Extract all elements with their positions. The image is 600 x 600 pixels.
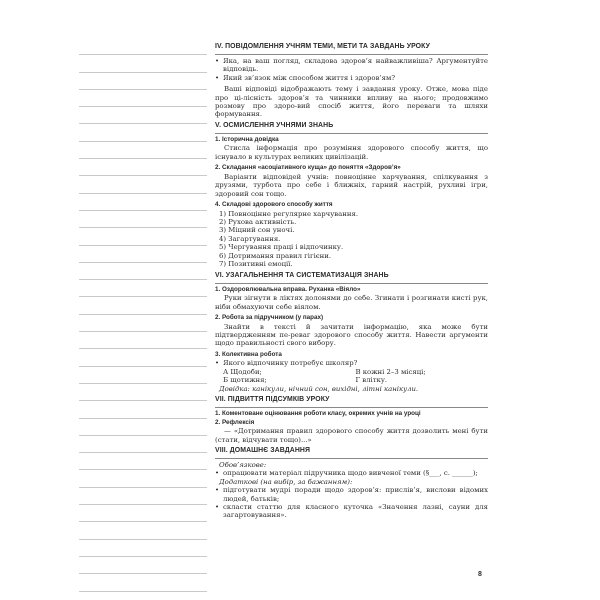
subheading: 2. Складання «асоціативного куща» до поняття «Здоров’я» bbox=[215, 164, 401, 172]
list-item: • опрацювати матеріал підручника щодо вивченої теми (§___, с. ______); bbox=[215, 469, 488, 477]
note-line bbox=[79, 384, 207, 401]
note-line bbox=[79, 38, 207, 55]
list-item: • Яка, на ваш погляд, складова здоров’я найважливіша? Аргументуйте відповідь. bbox=[215, 57, 488, 74]
note-line bbox=[79, 73, 207, 90]
list-item: 1) Повноцінне регулярне харчування. bbox=[219, 209, 359, 218]
note-line bbox=[79, 470, 207, 487]
note-line bbox=[79, 557, 207, 574]
section-heading: VII. ПІДВИТТЯ ПІДСУМКІВ УРОКУ bbox=[215, 395, 330, 403]
list-item: 2) Рухова активність. bbox=[219, 218, 297, 227]
paragraph: — «Дотримання правил здорового способу життя дозволить мені бути (стати, відчувати тощо)...» bbox=[215, 427, 488, 444]
list-item: 6) Дотримання правил гігієни. bbox=[219, 251, 332, 260]
note-line bbox=[79, 246, 207, 263]
note-line bbox=[79, 90, 207, 107]
answer-option: В кожні 2–3 місяці; bbox=[355, 367, 426, 376]
note-line bbox=[79, 419, 207, 436]
answer-options-row bbox=[215, 376, 488, 384]
paragraph: Руки зігнути в ліктях долонями до себе. Згинати і розгинати кисті рук, ніби обмахуючи себе віялом. bbox=[215, 294, 488, 311]
answer-option: Б щотижня; bbox=[223, 376, 267, 385]
paragraph: Знайти в тексті й зачитати інформацію, яка може бути підтвердженням пе-реваг здорового способу життя. Навести аргументи щодо правильності свого вибору. bbox=[215, 322, 488, 348]
note-line bbox=[79, 211, 207, 228]
note-line bbox=[79, 315, 207, 332]
note-line bbox=[79, 453, 207, 470]
list-item: 3) Міцний сон уночі. bbox=[219, 226, 295, 235]
divider bbox=[215, 54, 488, 55]
note-line bbox=[79, 280, 207, 297]
note-line bbox=[79, 194, 207, 211]
paragraph: Варіанти відповідей учнів: повноцінне харчування, спілкування з друзями, турбота про себе і ближніх, гарний настрій, рухливі ігри, здоровий сон тощо. bbox=[215, 172, 488, 198]
note-line bbox=[79, 401, 207, 418]
divider bbox=[215, 458, 488, 459]
page-number: 8 bbox=[478, 571, 482, 578]
list-item: • скласти статтю для класного куточка «Значення лазні, сауни для загартовування». bbox=[215, 503, 488, 520]
section-heading: VI. УЗАГАЛЬНЕННЯ ТА СИСТЕМАТИЗАЦІЯ ЗНАНЬ bbox=[215, 271, 389, 279]
divider bbox=[215, 283, 488, 284]
list-item: • Якого відпочинку потребує школяр? bbox=[215, 359, 488, 367]
note-line bbox=[79, 349, 207, 366]
list-item: 7) Позитивні емоції. bbox=[219, 260, 293, 269]
subheading: 1. Оздоровлювальна вправа. Руханка «Віяло» bbox=[215, 285, 361, 293]
note-line bbox=[79, 55, 207, 72]
list-item: 5) Чергування праці і відпочинку. bbox=[219, 243, 344, 252]
section-heading: V. ОСМИСЛЕННЯ УЧНЯМИ ЗНАНЬ bbox=[215, 121, 334, 129]
section-heading: VIII. ДОМАШНЄ ЗАВДАННЯ bbox=[215, 446, 311, 454]
note-line bbox=[79, 297, 207, 314]
subheading: 2. Робота за підручником (у парах) bbox=[215, 313, 324, 321]
note-line bbox=[79, 574, 207, 591]
paragraph: Ваші відповіді відображають тему і завдання уроку. Отже, мова піде про ці-лісність здоров’я та чинники впливу на нього; продовжимо розмову про здоро-вий спосіб життя, його переваги та шляхи формування. bbox=[215, 85, 488, 119]
subheading: 1. Історична довідка bbox=[215, 135, 279, 143]
note-line bbox=[79, 176, 207, 193]
note-line bbox=[79, 107, 207, 124]
answer-options-row bbox=[215, 368, 488, 376]
note-line bbox=[79, 522, 207, 539]
note-line bbox=[79, 159, 207, 176]
note-line bbox=[79, 540, 207, 557]
hint-text: Довідка: канікули, нічний сон, вихідні, літні канікули. bbox=[219, 384, 419, 393]
section-heading: IV. ПОВІДОМЛЕННЯ УЧНЯМ ТЕМИ, МЕТИ ТА ЗАВДАНЬ УРОКУ bbox=[215, 43, 431, 50]
subheading: 4. Складові здорового способу життя bbox=[215, 201, 333, 209]
paragraph: Стисла інформація про розуміння здорового способу життя, що існувало в культурах великих цивілізацій. bbox=[215, 144, 488, 161]
note-line bbox=[79, 332, 207, 349]
note-line bbox=[79, 367, 207, 384]
note-line bbox=[79, 142, 207, 159]
note-line bbox=[79, 505, 207, 522]
list-item: 4) Загартування. bbox=[219, 234, 281, 243]
divider bbox=[215, 407, 488, 408]
answer-option: Г влітку. bbox=[355, 376, 388, 385]
divider bbox=[215, 133, 488, 134]
label: Додаткові (на вибір, за бажанням): bbox=[219, 477, 353, 486]
answer-option: А Щодоби; bbox=[223, 367, 262, 376]
subheading: 1. Коментоване оцінювання роботи класу, окремих учнів на уроці bbox=[215, 409, 421, 417]
note-line bbox=[79, 124, 207, 141]
note-line bbox=[79, 228, 207, 245]
list-item: • Який зв’язок між способом життя і здоров’ям? bbox=[215, 74, 488, 82]
lesson-content bbox=[215, 40, 488, 520]
note-line bbox=[79, 263, 207, 280]
note-line bbox=[79, 488, 207, 505]
list-item: • підготувати мудрі поради щодо здоров’я: прислів’я, вислови відомих людей, батьків; bbox=[215, 486, 488, 503]
notes-lines bbox=[79, 38, 207, 592]
label: Обов’язкове: bbox=[219, 460, 267, 469]
subheading: 2. Рефлексія bbox=[215, 418, 255, 426]
note-line bbox=[79, 436, 207, 453]
subheading: 3. Колективна робота bbox=[215, 350, 282, 358]
